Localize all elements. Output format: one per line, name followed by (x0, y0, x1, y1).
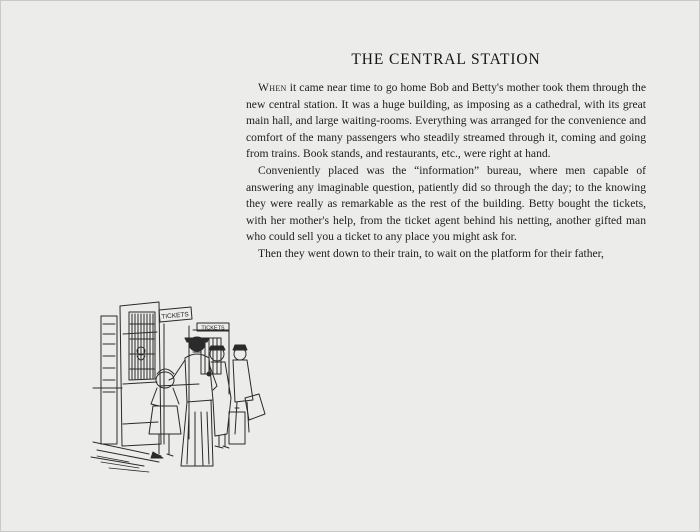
ticket-window-illustration (89, 294, 274, 474)
paragraph-2 (246, 163, 646, 246)
tickets-sign-small-text: TICKETS (201, 325, 225, 332)
ticket-window-grille (129, 312, 155, 380)
traveler-figure (229, 345, 265, 444)
tickets-sign-text: TICKETS (161, 311, 190, 321)
paragraph-2-text: Conveniently placed was the “information” bureau, where men capable of answering any imaginable question, patiently did so through the day; to the knowing they were really as remarkable as the rest of the building. Betty bought the tickets, with her mother's help, from the ticket agent behind his netting, another gifted man who could sell you a ticket to any place you might ask for. (246, 163, 646, 244)
mother-figure (169, 337, 217, 466)
paragraph-3 (246, 246, 646, 263)
chapter-title: THE CENTRAL STATION (351, 51, 541, 68)
chapter-body (246, 80, 646, 263)
paragraph-1 (246, 80, 646, 163)
paragraph-1-text: it came near time to go home Bob and Betty's mother took them through the new central station. It was a huge building, as imposing as a cathedral, with its great main hall, and large waiting-rooms. Everything was arranged for the convenience and comfort of the many passengers who steadily streamed through it, coming and going from trains. Book stands, and restaurants, etc., were right at hand. (246, 81, 646, 161)
paragraph-1-opening-word: When (258, 81, 287, 94)
tickets-sign (159, 307, 192, 322)
paragraph-3-text: Then they went down to their train, to wait on the platform for their father, (258, 246, 604, 260)
